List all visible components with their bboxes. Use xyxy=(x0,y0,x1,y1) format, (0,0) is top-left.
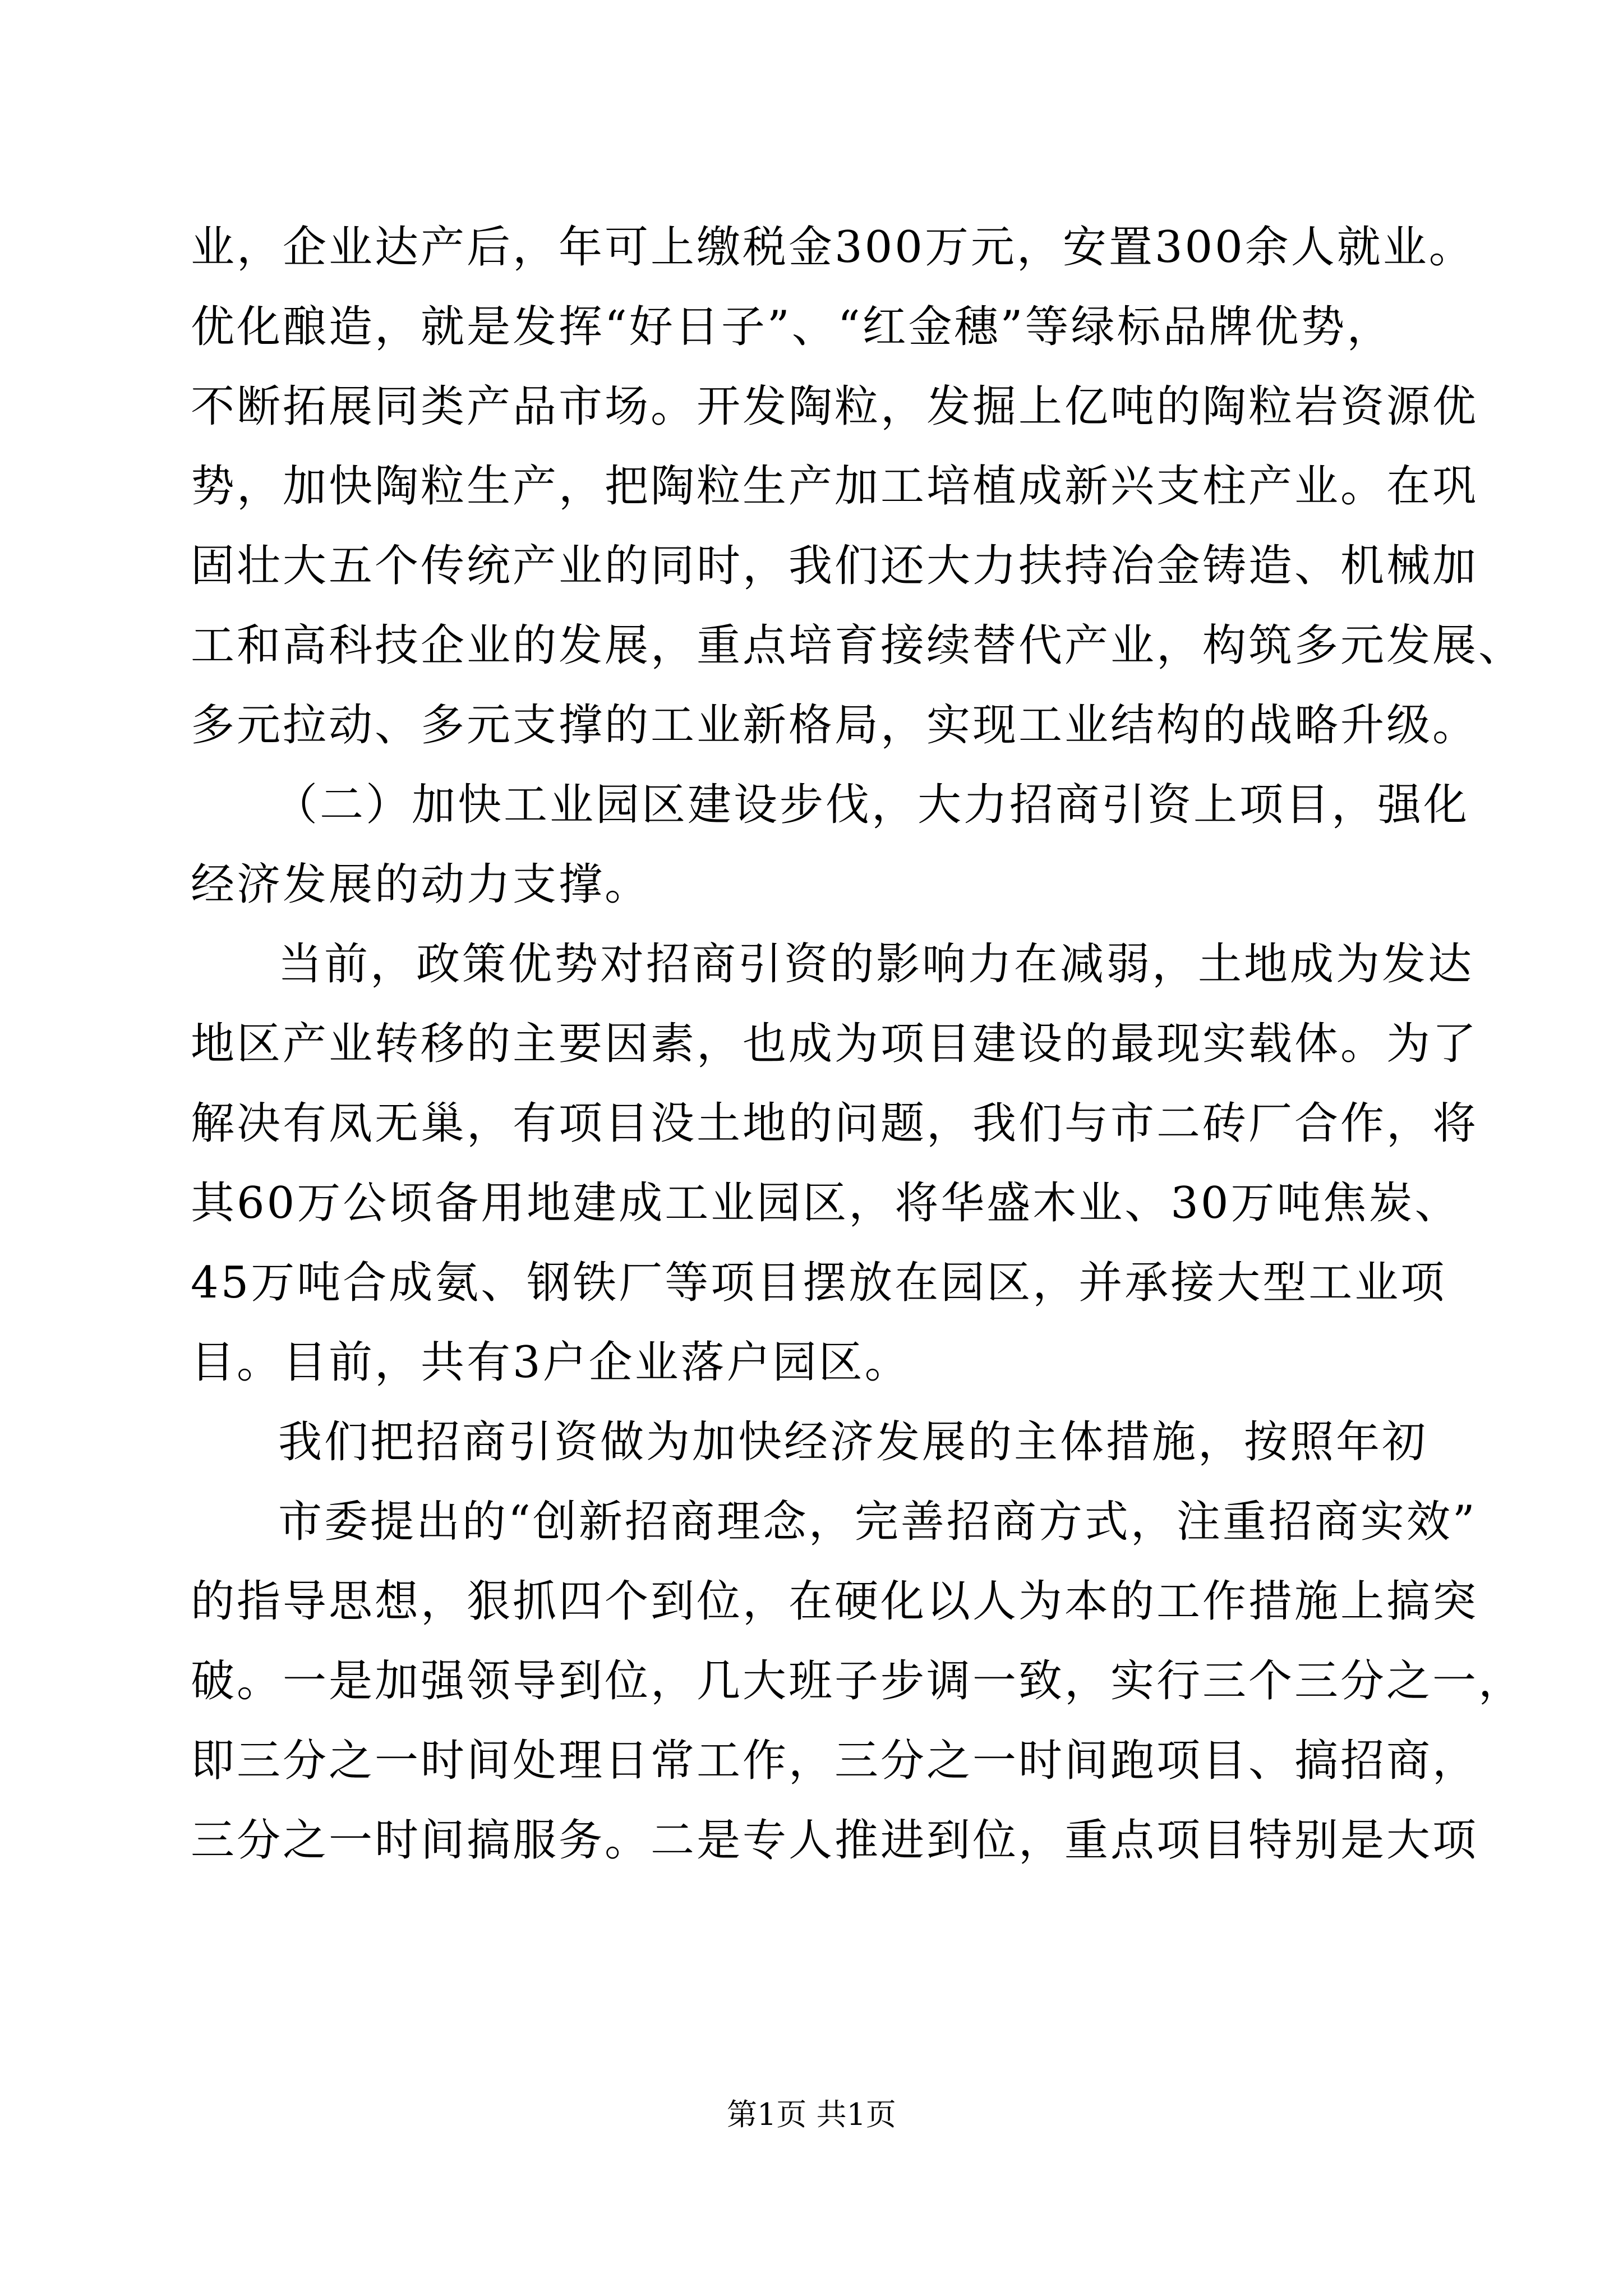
text-line: 解决有凤无巢，有项目没土地的问题，我们与市二砖厂合作，将 xyxy=(191,1098,1479,1149)
text-line: 工和高科技企业的发展，重点培育接续替代产业，构筑多元发展、 xyxy=(191,620,1525,671)
text-line: 当前，政策优势对招商引资的影响力在减弱，土地成为发达 xyxy=(278,939,1474,990)
text-line: 地区产业转移的主要因素，也成为项目建设的最现实载体。为了 xyxy=(191,1019,1479,1069)
text-line: 我们把招商引资做为加快经济发展的主体措施，按照年初 xyxy=(278,1417,1428,1467)
text-line: 市委提出的“创新招商理念，完善招商方式，注重招商实效” xyxy=(278,1497,1477,1547)
text-line: 三分之一时间搞服务。二是专人推进到位，重点项目特别是大项 xyxy=(191,1815,1479,1866)
section-heading-line: 经济发展的动力支撑。 xyxy=(191,859,651,910)
text-line: 多元拉动、多元支撑的工业新格局，实现工业结构的战略升级。 xyxy=(191,700,1479,751)
text-line: 优化酿造，就是发挥“好日子”、“红金穗”等绿标品牌优势， xyxy=(191,302,1393,352)
text-line: 45万吨合成氨、钢铁厂等项目摆放在园区，并承接大型工业项 xyxy=(191,1258,1447,1308)
text-line: 即三分之一时间处理日常工作，三分之一时间跑项目、搞招商， xyxy=(191,1736,1479,1786)
text-line: 不断拓展同类产品市场。开发陶粒，发掘上亿吨的陶粒岩资源优 xyxy=(191,381,1479,432)
text-line: 目。目前，共有3户企业落户园区。 xyxy=(191,1337,911,1388)
page-footer: 第1页 共1页 xyxy=(727,2097,896,2132)
text-line: 业，企业达产后，年可上缴税金300万元，安置300余人就业。 xyxy=(191,222,1475,273)
text-line: 破。一是加强领导到位，几大班子步调一致，实行三个三分之一， xyxy=(191,1656,1525,1706)
text-line: 的指导思想，狠抓四个到位，在硬化以人为本的工作措施上搞突 xyxy=(191,1576,1479,1627)
text-line: 势，加快陶粒生产，把陶粒生产加工培植成新兴支柱产业。在巩 xyxy=(191,461,1479,512)
text-line: 其60万公顷备用地建成工业园区，将华盛木业、30万吨焦炭、 xyxy=(191,1178,1461,1228)
section-heading-line: （二）加快工业园区建设步伐，大力招商引资上项目，强化 xyxy=(274,780,1470,830)
text-line: 固壮大五个传统产业的同时，我们还大力扶持冶金铸造、机械加 xyxy=(191,541,1479,591)
